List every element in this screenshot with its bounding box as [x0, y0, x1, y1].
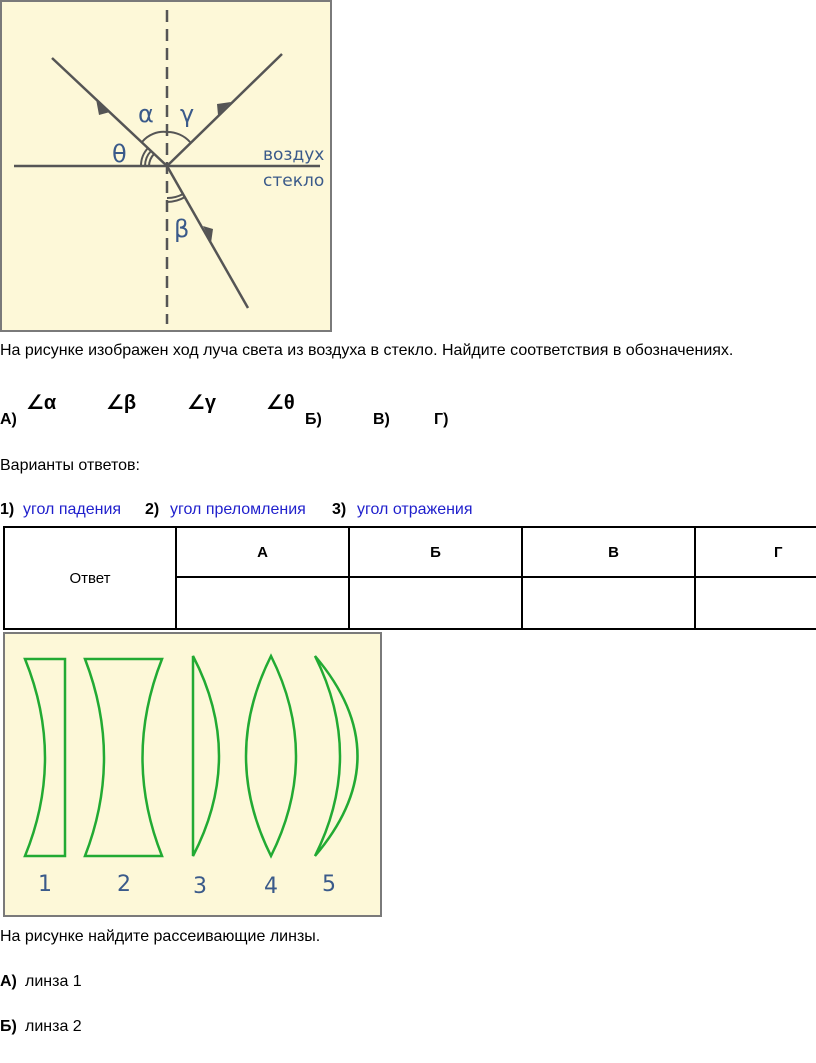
- alpha-label: α: [138, 100, 154, 128]
- q2-option-b-letter: Б): [0, 1018, 17, 1035]
- option1-num: 1): [0, 501, 15, 518]
- answer-row-label: Ответ: [4, 527, 176, 629]
- answer-cell-v[interactable]: [522, 577, 695, 629]
- option3-text: угол отражения: [357, 501, 473, 518]
- gamma-label: γ: [180, 100, 195, 128]
- letter-v: В): [373, 411, 390, 428]
- refraction-figure: [0, 0, 332, 332]
- beta-label: β: [174, 215, 190, 243]
- theta-label: θ: [112, 140, 127, 168]
- angle-beta: ∠β: [106, 392, 137, 414]
- letter-a: А): [0, 411, 17, 428]
- q2-option-b-text: линза 2: [25, 1018, 82, 1035]
- incident-arrow: [96, 99, 110, 115]
- refracted-arrow: [203, 226, 213, 243]
- answer-cell-a[interactable]: [176, 577, 349, 629]
- lenses-diagram: [5, 634, 380, 915]
- lens-3: [193, 656, 219, 856]
- question2-text: На рисунке найдите рассеивающие линзы.: [0, 928, 321, 945]
- letter-g: Г): [434, 411, 449, 428]
- lens-number-3: 3: [193, 874, 207, 899]
- q2-option-a-text: линза 1: [25, 973, 82, 990]
- glass-label: стекло: [263, 171, 325, 191]
- q2-option-a-letter: А): [0, 973, 17, 990]
- letter-b: Б): [305, 411, 322, 428]
- answer-header-a: А: [176, 527, 349, 577]
- alpha-arc: [142, 132, 167, 142]
- angle-gamma: ∠γ: [187, 392, 217, 414]
- lens-5: [315, 656, 358, 856]
- answer-table: [3, 526, 816, 630]
- option1-text: угол падения: [23, 501, 122, 518]
- lens-2: [85, 659, 162, 856]
- theta-arc-1: [149, 154, 154, 166]
- lenses-figure: [3, 632, 382, 917]
- refraction-diagram: [2, 2, 330, 330]
- gamma-arc: [167, 132, 190, 142]
- lens-number-1: 1: [38, 872, 52, 897]
- lens-4: [246, 656, 296, 856]
- lens-number-4: 4: [264, 874, 278, 899]
- lens-1: [25, 659, 65, 856]
- variants-title: Варианты ответов:: [0, 457, 140, 474]
- answer-header-b: Б: [349, 527, 522, 577]
- option3-num: 3): [332, 501, 347, 518]
- answer-cell-g[interactable]: [695, 577, 816, 629]
- lens-number-5: 5: [322, 872, 336, 897]
- option2-text: угол преломления: [170, 501, 306, 518]
- option2-num: 2): [145, 501, 160, 518]
- answer-header-v: В: [522, 527, 695, 577]
- angle-alpha: ∠α: [26, 392, 57, 414]
- lens-number-2: 2: [117, 872, 131, 897]
- air-label: воздух: [263, 145, 325, 165]
- reflected-arrow: [217, 102, 231, 115]
- answer-header-g: Г: [695, 527, 816, 577]
- beta-arc-1: [167, 194, 183, 198]
- question1-text: На рисунке изображен ход луча света из воздуха в стекло. Найдите соответствия в обозначениях.: [0, 342, 734, 359]
- angle-theta: ∠θ: [266, 392, 295, 414]
- answer-cell-b[interactable]: [349, 577, 522, 629]
